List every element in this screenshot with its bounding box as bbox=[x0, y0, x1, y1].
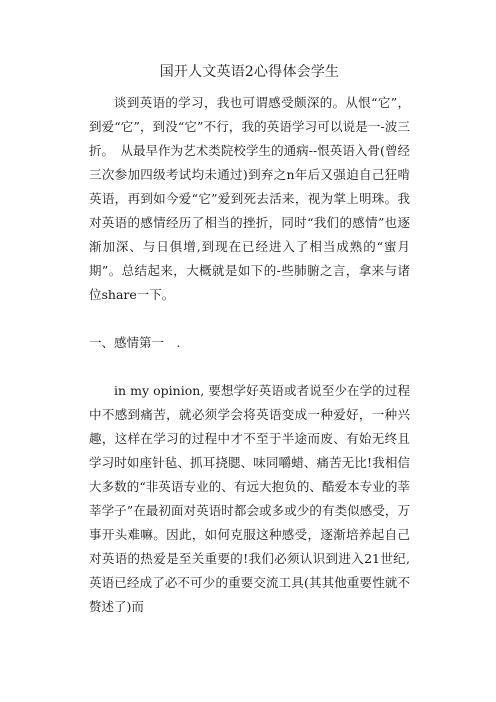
paragraph-intro: 谈到英语的学习，我也可谓感受颇深的。从恨“它”，到爱“它”，到没“它”不行，我的英语学习可以说是一-波三折。 从最早作为艺术类院校学生的通病--恨英语入骨(曾经三次参加四级考试均未通过)到弃之n年后又强迫自己狂啃英语，再到如今爱“它”爱到死去活来，视为掌上明珠。我对英语的感情经历了相当的挫折，同时“我们的感情”也逐渐加深、与日俱增,到现在已经进入了相当成熟的“蜜月期”。总结起来，大概就是如下的-些肺腑之言，拿来与诸位share一下。 bbox=[89, 95, 410, 302]
section-heading: 一、感情第一 . bbox=[89, 335, 181, 350]
document-title: 国开人文英语2心得体会学生 bbox=[159, 64, 340, 80]
paragraph-body: in my opinion, 要想学好英语或者说至少在学的过程中不感到痛苦，就必须学会将英语变成一种爱好，一种兴趣，这样在学习的过程中才不至于半途而废、有始无终且学习时如座针毡、抓耳挠腮、味同嚼蜡、痛苦无比!我相信大多数的“非英语专业的、有远大抱负的、酷爱本专业的莘莘学子”在最初面对英语时都会或多或少的有类似感受，万事开头难嘛。因此，如何克服这种感受，逐渐培养起自己对英语的热爱是至关重要的!我们必须认识到进入21世纪,英语已经成了必不可少的重要交流工具(其其他重要性就不赘述了)而 bbox=[89, 383, 410, 614]
